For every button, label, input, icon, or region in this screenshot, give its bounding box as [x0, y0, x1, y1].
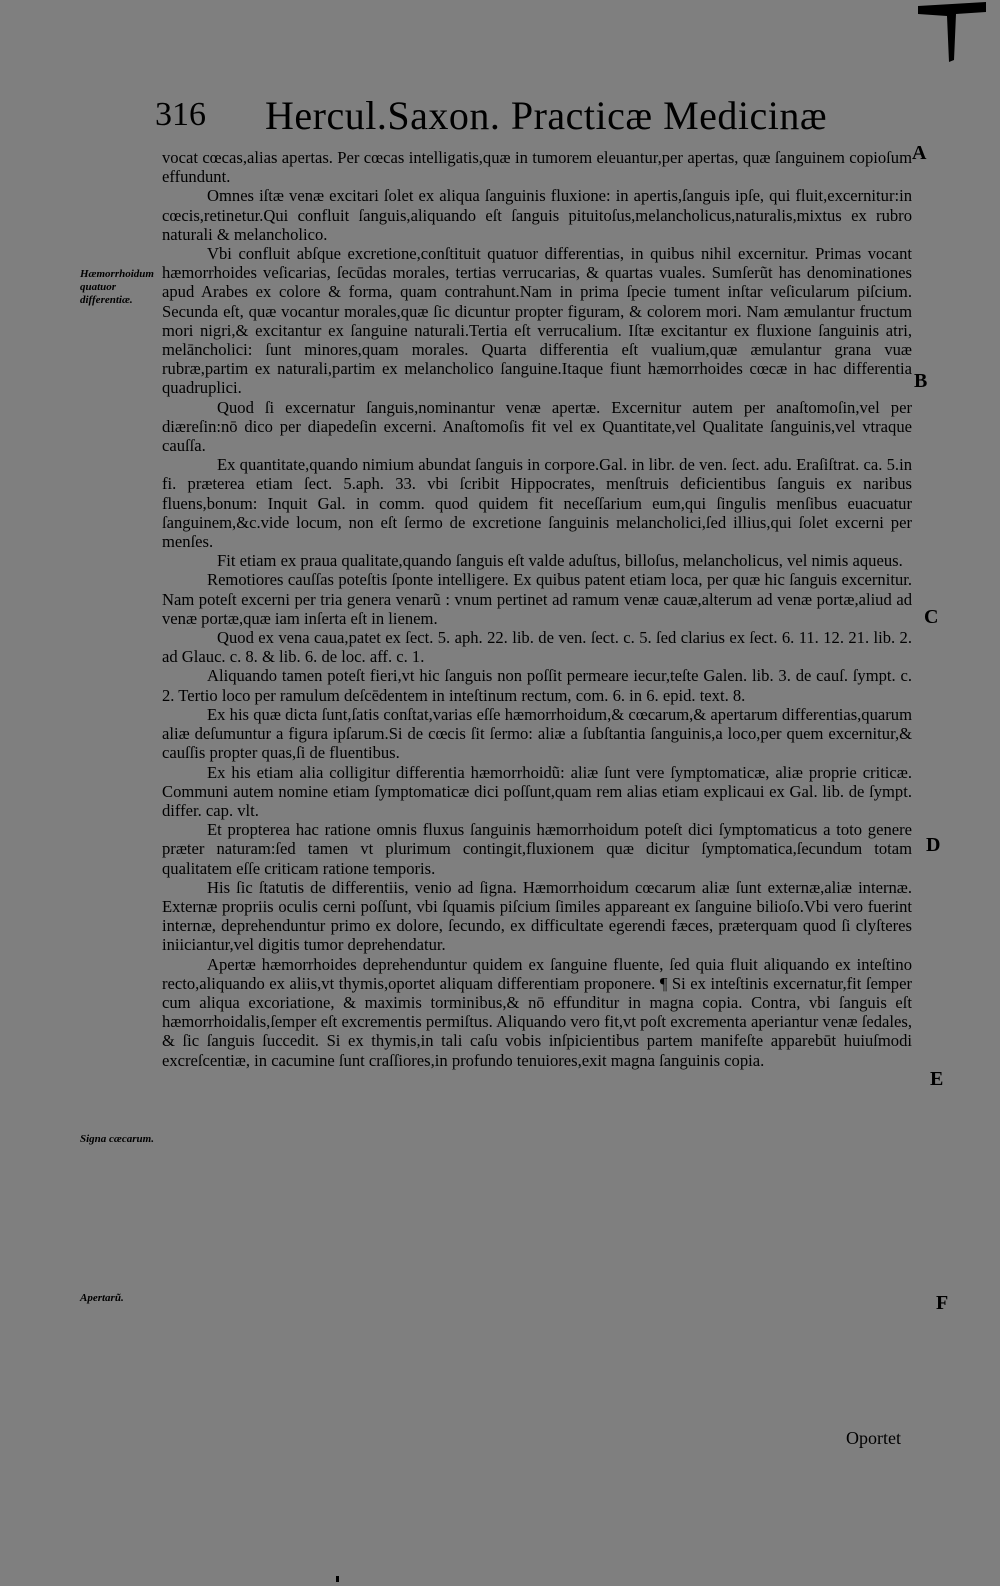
- paragraph: Ex quantitate,quando nimium abundat ſanguis in corpore.Gal. in libr. de ven. ſect. adu. Eraſiſtrat. ca. 5.in fi. præterea etiam ſect. 5.aph. 33. vbi ſcribit Hippocrates, menſtruis deficientibus ſanguis ex naribus fluens,bonum: Inquit Gal. in comm. quod quidem fit neceſſarium eum,qui ſingulis menſibus euacuatur ſanguinem,&c.vide locum, non eſt ſermo de excretione ſanguinis melancholici,ſed illius,qui ſolet excerni per menſes.: [162, 455, 912, 552]
- paragraph: Fit etiam ex praua qualitate,quando ſanguis eſt valde aduſtus, billoſus, melancholicus, vel nimis aqueus.: [217, 551, 903, 571]
- paragraph: Aliquando tamen poteſt fieri,vt hic ſanguis non poſſit permeare iecur,teſte Galen. lib. 3. de cauſ. ſympt. c. 2. Tertio loco per ramulum deſcēdentem in inteſtinum rectum, com. 6. in 6. epid. text. 8.: [162, 666, 912, 705]
- margin-note-apertarum: Apertarũ.: [80, 1292, 124, 1304]
- paragraph: Ex his etiam alia colligitur differentia hæmorrhoidũ: aliæ ſunt vere ſymptomaticæ, aliæ proprie criticæ. Communi autem nomine etiam ſymptomaticæ dici poſſunt,quam rem alias etiam explicaui ex Gal. lib. de ſympt. differ. cap. vlt.: [162, 762, 912, 820]
- running-title: Hercul.Saxon. Practicæ Medicinæ: [265, 93, 828, 138]
- margin-note-differentiae: Hæmorrhoidum quatuor differentiæ.: [80, 268, 154, 306]
- paragraph: vocat cœcas,alias apertas. Per cœcas intelligatis,quæ in tumorem eleuantur,per apertas, quæ ſanguinem copioſum effundunt.: [162, 148, 912, 187]
- page-number: 316: [155, 96, 206, 133]
- catchword: Oportet: [846, 1428, 901, 1448]
- main-text: [162, 148, 912, 1070]
- paragraph: Remotiores cauſſas poteſtis ſponte intelligere. Ex quibus patent etiam loca, per quæ hic ſanguis excernitur. Nam poteſt excerni per tria genera venarũ : vnum pertinet ad ramum venæ cauæ,alterum ad venæ portæ,aliud ad venæ portæ,quæ iam inſerta eſt in lienem.: [162, 570, 912, 628]
- paragraph: Quod ſi excernatur ſanguis,nominantur venæ apertæ. Excernitur autem per anaſtomoſin,vel per diæreſin:nō dico per diapedeſin excerni. Anaſtomoſis fit vel ex Quantitate,vel Qualitate ſanguinis,vel vtraque cauſſa.: [162, 397, 912, 456]
- section-letter-e: E: [930, 1068, 944, 1090]
- paragraph: Omnes iſtæ venæ excitari ſolet ex aliqua ſanguinis fluxione: in apertis,ſanguis ipſe, qui fluit,excernitur:in cœcis,retinetur.Qui confluit ſanguis,aliquando eſt ſanguis pituitoſus,melancholicus,naturalis,mixtus ex rubro naturali & melancholico.: [162, 186, 912, 244]
- paragraph: Vbi confluit abſque excretione,conſtituit quatuor differentias, in quibus nihil excernitur. Primas vocant hæmorrhoides veſicarias, ſecūdas morales, tertias verrucarias, & quartas vuales. Sumſerũt has denominationes apud Arabes ex colore & forma, quam contrahunt.Nam in prima ſpecie tument inſtar veſicularum piſcium. Secunda eſt, quæ vocantur morales,quæ ſic dicuntur propter figuram, & colorem mori. Nam æmulantur fructum mori nigri,& excitantur ex ſanguine naturali.Tertia eſt verrucalium. Iſtæ excitantur ex fluxione ſanguinis atri, melāncholici: ſunt minores,quam morales. Quarta differentia eſt vualium,quæ æmulantur grana vuæ rubræ,partim ex naturali,partim ex melancholico ſanguine.Itaque fiunt hæmorrhoides cœcæ in hac differentia quadruplici.: [162, 244, 912, 398]
- section-letter-a: A: [912, 142, 927, 164]
- paragraph: Apertæ hæmorrhoides deprehenduntur quidem ex ſanguine fluente, ſed quia fluit aliquando ex inteſtino recto,aliquando ex aliis,vt thymis,oportet aliquam differentiam proponere. ¶ Si ex inteſtinis excernatur,fit ſemper cum aliqua excoriatione, & maximis torminibus,& nō effunditur in magna copia. Contra, vbi ſanguis eſt hæmorrhoidalis,ſemper eſt excrementis permiſtus. Aliquando vero fit,vt poſt excrementa aperiantur venæ ſedales, & ſic ſanguis ſuccedit. Si ex thymis,in tali caſu vobis inſpicientibus partem manifeſte apparebūt huiuſmodi excreſcentiæ, in cacumine ſunt craſſiores,in profundo tenuiores,exit magna ſanguinis copia.: [162, 954, 912, 1070]
- paragraph: Et propterea hac ratione omnis fluxus ſanguinis hæmorrhoidum poteſt dici ſymptomaticus a toto genere præter naturam:ſed tamen vt plurimum contingit,fluxionem quæ dicitur ſymptomatica,ſecundum totam qualitatem eſſe criticam ratione temporis.: [162, 820, 912, 878]
- section-letter-d: D: [926, 834, 941, 856]
- section-letter-f: F: [936, 1292, 949, 1314]
- paragraph: Quod ex vena caua,patet ex ſect. 5. aph. 22. lib. de ven. ſect. c. 5. ſed clarius ex ſect. 6. 11. 12. 21. lib. 2. ad Glauc. c. 8. & lib. 6. de loc. aff. c. 1.: [162, 628, 912, 667]
- paragraph: Ex his quæ dicta ſunt,ſatis conſtat,varias eſſe hæmorrhoidum,& cœcarum,& apertarum differentias,quarum aliæ deſumuntur a figura ipſarum.Si de cœcis ſit ſermo: aliæ a ſubſtantia ſanguinis,a loco,per quem excernitur,& cauſſis propter quas,ſi de fluentibus.: [162, 704, 912, 763]
- ink-speck: [336, 1576, 339, 1582]
- corner-mark: [916, 0, 986, 70]
- paragraph: His ſic ſtatutis de differentiis, venio ad ſigna. Hæmorrhoidum cœcarum aliæ ſunt externæ,aliæ internæ. Externæ propriis oculis cerni poſſunt, vbi ſquamis piſcium ſimiles appareant ex ſanguine bilioſo.Vbi vero fuerint internæ, deprehenduntur primo ex dolore, ſecundo, ex difficultate egerendi fæces, præterquam quod ſi clyſteres iniiciantur,vel digitis tumor deprehendatur.: [162, 877, 912, 955]
- section-letter-b: B: [914, 370, 928, 392]
- margin-note-signa: Signa cæcarum.: [80, 1133, 154, 1145]
- section-letter-c: C: [924, 606, 939, 628]
- page-header: [155, 92, 855, 138]
